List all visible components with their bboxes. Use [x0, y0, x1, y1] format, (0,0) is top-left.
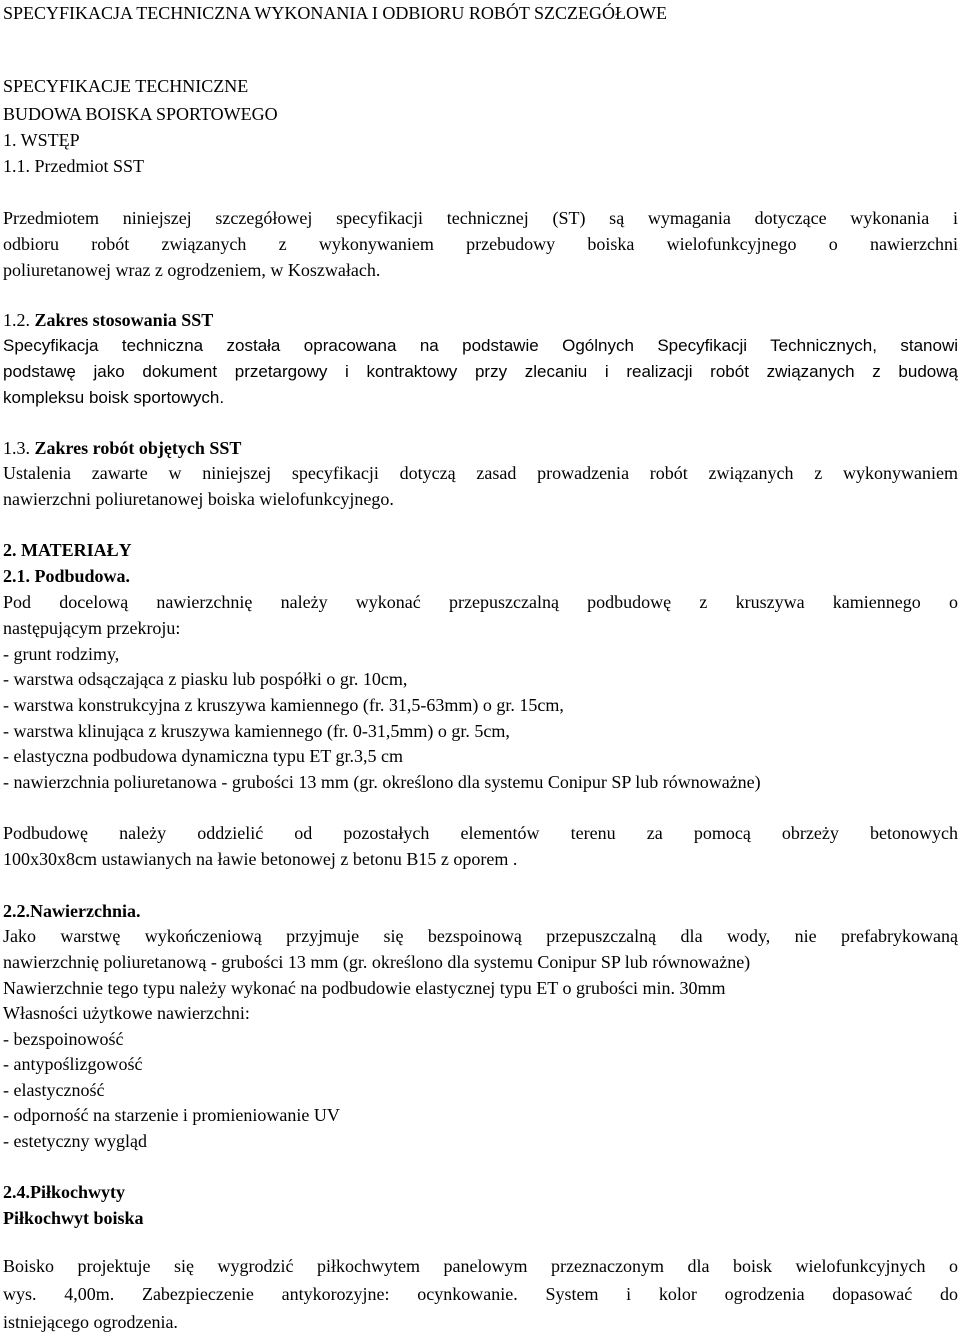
list-item: - nawierzchnia poliuretanowa - grubości 13 mm (gr. określono dla systemu Conipur SP lub równoważne) — [3, 772, 761, 792]
section-1-3-line: Ustalenia zawarte w niniejszej specyfikacji dotyczą zasad prowadzenia robót związanych z wykonywaniem — [3, 463, 958, 483]
document-title: SPECYFIKACJA TECHNICZNA WYKONANIA I ODBIORU ROBÓT SZCZEGÓŁOWE — [3, 3, 668, 23]
section-1-2-line: kompleksu boisk sportowych. — [3, 388, 225, 407]
section-2-2-line: Nawierzchnie tego typu należy wykonać na podbudowie elastycznej typu ET o grubości min. 30mm — [3, 978, 726, 998]
section-1-2-number: 1.2. — [3, 310, 30, 330]
section-2-4-subheading: Piłkochwyt boiska — [3, 1208, 144, 1228]
list-item: - warstwa klinująca z kruszywa kamiennego (fr. 0-31,5mm) o gr. 5cm, — [3, 721, 510, 741]
section-1-1-line: poliuretanowej wraz z ogrodzeniem, w Koszwałach. — [3, 260, 381, 280]
curb-paragraph-line: Podbudowę należy oddzielić od pozostałych elementów terenu za pomocą obrzeży betonowych — [3, 823, 958, 843]
spec-header-line-2: BUDOWA BOISKA SPORTOWEGO — [3, 104, 278, 124]
section-2-1-line: następującym przekroju: — [3, 618, 181, 638]
document-page — [3, 0, 958, 1337]
list-item: - bezspoinowość — [3, 1029, 124, 1049]
section-1-2-heading — [3, 311, 213, 329]
spec-header-line-3: 1. WSTĘP — [3, 130, 80, 150]
list-item: - elastyczność — [3, 1080, 105, 1100]
list-item: - grunt rodzimy, — [3, 644, 120, 664]
section-2-2-line: Własności użytkowe nawierzchni: — [3, 1003, 250, 1023]
list-item: - warstwa odsączająca z piasku lub pospółki o gr. 10cm, — [3, 669, 408, 689]
section-1-2-line: Specyfikacja techniczna została opracowana na podstawie Ogólnych Specyfikacji Technicznych, stanowi — [3, 336, 958, 355]
curb-paragraph-line: 100x30x8cm ustawianych na ławie betonowej z betonu B15 z oporem . — [3, 849, 518, 869]
section-2-2-line: nawierzchnię poliuretanową - grubości 13 mm (gr. określono dla systemu Conipur SP lub równoważne) — [3, 952, 751, 972]
section-2-heading: 2. MATERIAŁY — [3, 540, 132, 560]
section-1-3-line: nawierzchni poliuretanowej boiska wielofunkcyjnego. — [3, 489, 394, 509]
section-1-2-line: podstawę jako dokument przetargowy i kontraktowy przy zlecaniu i realizacji robót związanych z budową — [3, 362, 958, 381]
section-2-4-line: istniejącego ogrodzenia. — [3, 1312, 178, 1332]
section-1-2-title: Zakres stosowania SST — [30, 310, 214, 330]
list-item: - warstwa konstrukcyjna z kruszywa kamiennego (fr. 31,5-63mm) o gr. 15cm, — [3, 695, 564, 715]
section-2-4-line: wys. 4,00m. Zabezpieczenie antykorozyjne: ocynkowanie. System i kolor ogrodzenia dopasować do — [3, 1284, 958, 1304]
list-item: - elastyczna podbudowa dynamiczna typu ET gr.3,5 cm — [3, 746, 404, 766]
list-item: - estetyczny wygląd — [3, 1131, 147, 1151]
spec-header-line-1: SPECYFIKACJE TECHNICZNE — [3, 76, 249, 96]
section-1-3-title: Zakres robót objętych SST — [30, 438, 242, 458]
section-2-2-heading: 2.2.Nawierzchnia. — [3, 901, 141, 921]
list-item: - odporność na starzenie i promieniowanie UV — [3, 1105, 340, 1125]
section-1-1-line: odbioru robót związanych z wykonywaniem przebudowy boiska wielofunkcyjnego o nawierzchni — [3, 234, 958, 254]
list-item: - antypoślizgowość — [3, 1054, 143, 1074]
section-1-3-number: 1.3. — [3, 438, 30, 458]
section-1-1-heading: 1.1. Przedmiot SST — [3, 156, 145, 176]
section-2-1-heading: 2.1. Podbudowa. — [3, 566, 131, 586]
section-2-4-line: Boisko projektuje się wygrodzić piłkochwytem panelowym przeznaczonym dla boisk wielofunkcyjnych o — [3, 1256, 958, 1276]
section-2-2-line: Jako warstwę wykończeniową przyjmuje się bezspoinową przepuszczalną dla wody, nie prefabrykowaną — [3, 926, 958, 946]
section-2-1-line: Pod docelową nawierzchnię należy wykonać przepuszczalną podbudowę z kruszywa kamiennego o — [3, 592, 958, 612]
section-1-1-line: Przedmiotem niniejszej szczegółowej specyfikacji technicznej (ST) są wymagania dotyczące wykonania i — [3, 208, 958, 228]
section-1-3-heading — [3, 439, 241, 457]
section-2-4-heading: 2.4.Piłkochwyty — [3, 1182, 126, 1202]
